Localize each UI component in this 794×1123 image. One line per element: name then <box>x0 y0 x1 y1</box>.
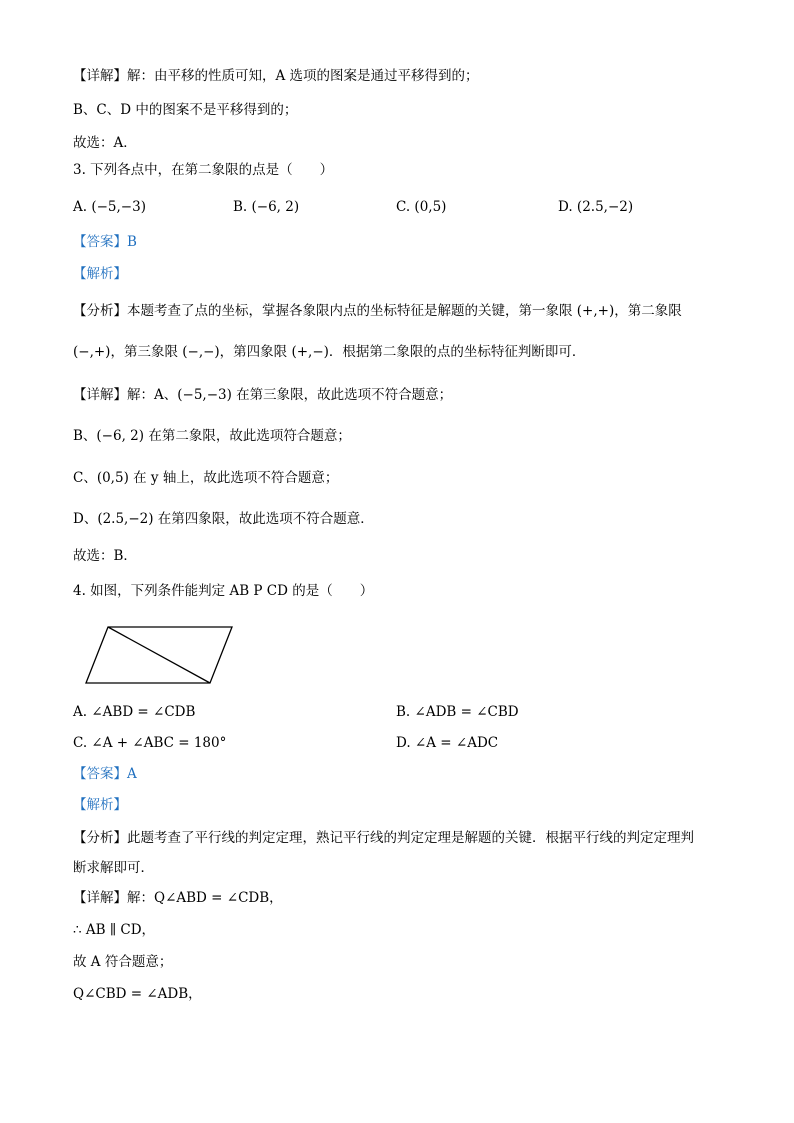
q3-option-a: A. (−5,−3) <box>73 199 146 215</box>
q3-option-c: C. (0,5) <box>396 199 447 215</box>
q4-option-b: B. ∠ADB = ∠CBD <box>396 704 519 720</box>
parallelogram-figure <box>70 610 260 694</box>
q3-detail-line-4: D、(2.5,−2) 在第四象限，故此选项不符合题意． <box>73 511 374 527</box>
q4-option-d: D. ∠A = ∠ADC <box>396 735 499 751</box>
q3-analysis-line-2: (−,+)，第三象限 (−,−)，第四象限 (+,−)．根据第二象限的点的坐标特征判断即可． <box>73 344 586 360</box>
diagonal-db <box>108 627 210 683</box>
q4-analysis-line-1: 【分析】此题考查了平行线的判定定理，熟记平行线的判定定理是解题的关键．根据平行线的判定定理判 <box>73 830 694 846</box>
q3-option-b: B. (−6, 2) <box>233 199 300 215</box>
explanation-line-2: B、C、D 中的图案不是平移得到的； <box>73 102 298 118</box>
q4-analysis-line-2: 断求解即可． <box>73 860 154 876</box>
q4-analysis-tag: 【解析】 <box>73 797 127 813</box>
q4-detail-line-1: 【详解】解：Q∠ABD = ∠CDB， <box>73 890 283 906</box>
question-3-stem: 3. 下列各点中，在第二象限的点是（ ） <box>73 162 334 178</box>
q3-analysis-line-1: 【分析】本题考查了点的坐标，掌握各象限内点的坐标特征是解题的关键，第一象限 (+,+)，第二象限 <box>73 303 682 319</box>
explanation-line-1: 【详解】解：由平移的性质可知，A 选项的图案是通过平移得到的； <box>73 68 479 84</box>
q4-detail-line-4: Q∠CBD = ∠ADB， <box>73 986 202 1002</box>
explanation-line-3: 故选：A． <box>73 135 137 151</box>
q3-analysis-tag: 【解析】 <box>73 266 127 282</box>
question-4-stem: 4. 如图，下列条件能判定 AB P CD 的是（ ） <box>73 583 374 599</box>
q4-option-c: C. ∠A + ∠ABC = 180° <box>73 735 227 751</box>
q3-option-d: D. (2.5,−2) <box>558 199 634 215</box>
q4-detail-line-2: ∴ AB ∥ CD， <box>73 922 156 938</box>
q4-option-a: A. ∠ABD = ∠CDB <box>73 704 196 720</box>
q3-answer: 【答案】B <box>73 234 137 250</box>
q3-detail-line-3: C、(0,5) 在 y 轴上，故此选项不符合题意； <box>73 470 339 486</box>
q3-detail-line-2: B、(−6, 2) 在第二象限，故此选项符合题意； <box>73 428 351 444</box>
q3-detail-line-1: 【详解】解：A、(−5,−3) 在第三象限，故此选项不符合题意； <box>73 387 453 403</box>
q3-detail-line-5: 故选：B． <box>73 548 137 564</box>
q4-detail-line-3: 故 A 符合题意； <box>73 954 173 970</box>
q4-answer: 【答案】A <box>73 766 137 782</box>
